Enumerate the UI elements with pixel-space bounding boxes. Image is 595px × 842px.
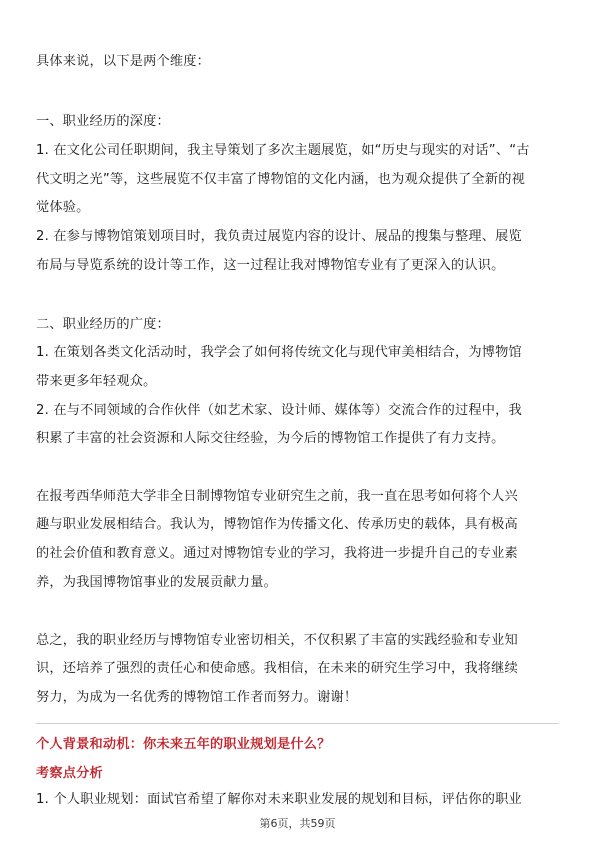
text-line: 1. 个人职业规划：面试官希望了解你对未来职业发展的规划和目标，评估你的职业	[36, 792, 522, 807]
text-line: 带来更多年轻观众。	[36, 374, 157, 389]
text-line: 布局与导览系统的设计等工作，这一过程让我对博物馆专业有了更深入的认识。	[36, 258, 505, 273]
section-heading-depth: 一、职业经历的深度：	[36, 114, 170, 129]
text-line: 趣与职业发展相结合。我认为，博物馆作为传播文化、传承历史的载体，具有极高	[36, 517, 518, 532]
text-line: 1. 在策划各类文化活动时，我学会了如何将传统文化与现代审美相结合，为博物馆	[36, 345, 522, 360]
divider	[36, 723, 559, 724]
text-line: 识，还培养了强烈的责任心和使命感。我相信，在未来的研究生学习中，我将继续	[36, 661, 518, 676]
analysis-heading: 考察点分析	[36, 766, 103, 781]
text-line: 2. 在与不同领域的合作伙伴（如艺术家、设计师、媒体等）交流合作的过程中，我	[36, 403, 522, 418]
text-line: 努力，为成为一名优秀的博物馆工作者而努力。谢谢！	[36, 690, 358, 705]
text-line: 养，为我国博物馆事业的发展贡献力量。	[36, 575, 277, 590]
text-line: 1. 在文化公司任职期间，我主导策划了多次主题展览，如“历史与现实的对话”、“古	[36, 143, 530, 158]
text-line: 总之，我的职业经历与博物馆专业密切相关，不仅积累了丰富的实践经验和专业知	[36, 633, 518, 648]
text-line: 代文明之光”等，这些展览不仅丰富了博物馆的文化内涵，也为观众提供了全新的视	[36, 172, 525, 187]
question-heading: 个人背景和动机：你未来五年的职业规划是什么？	[36, 737, 331, 752]
text-line: 2. 在参与博物馆策划项目时，我负责过展览内容的设计、展品的搜集与整理、展览	[36, 229, 522, 244]
text-line: 在报考西华师范大学非全日制博物馆专业研究生之前，我一直在思考如何将个人兴	[36, 489, 518, 504]
text-line: 积累了丰富的社会资源和人际交往经验，为今后的博物馆工作提供了有力支持。	[36, 431, 505, 446]
text-line: 的社会价值和教育意义。通过对博物馆专业的学习，我将进一步提升自己的专业素	[36, 546, 518, 561]
text-line: 觉体验。	[36, 200, 90, 215]
text-line: 具体来说，以下是两个维度：	[36, 54, 211, 69]
section-heading-breadth: 二、职业经历的广度：	[36, 317, 170, 332]
page-footer: 第6页，共59页	[259, 817, 336, 830]
